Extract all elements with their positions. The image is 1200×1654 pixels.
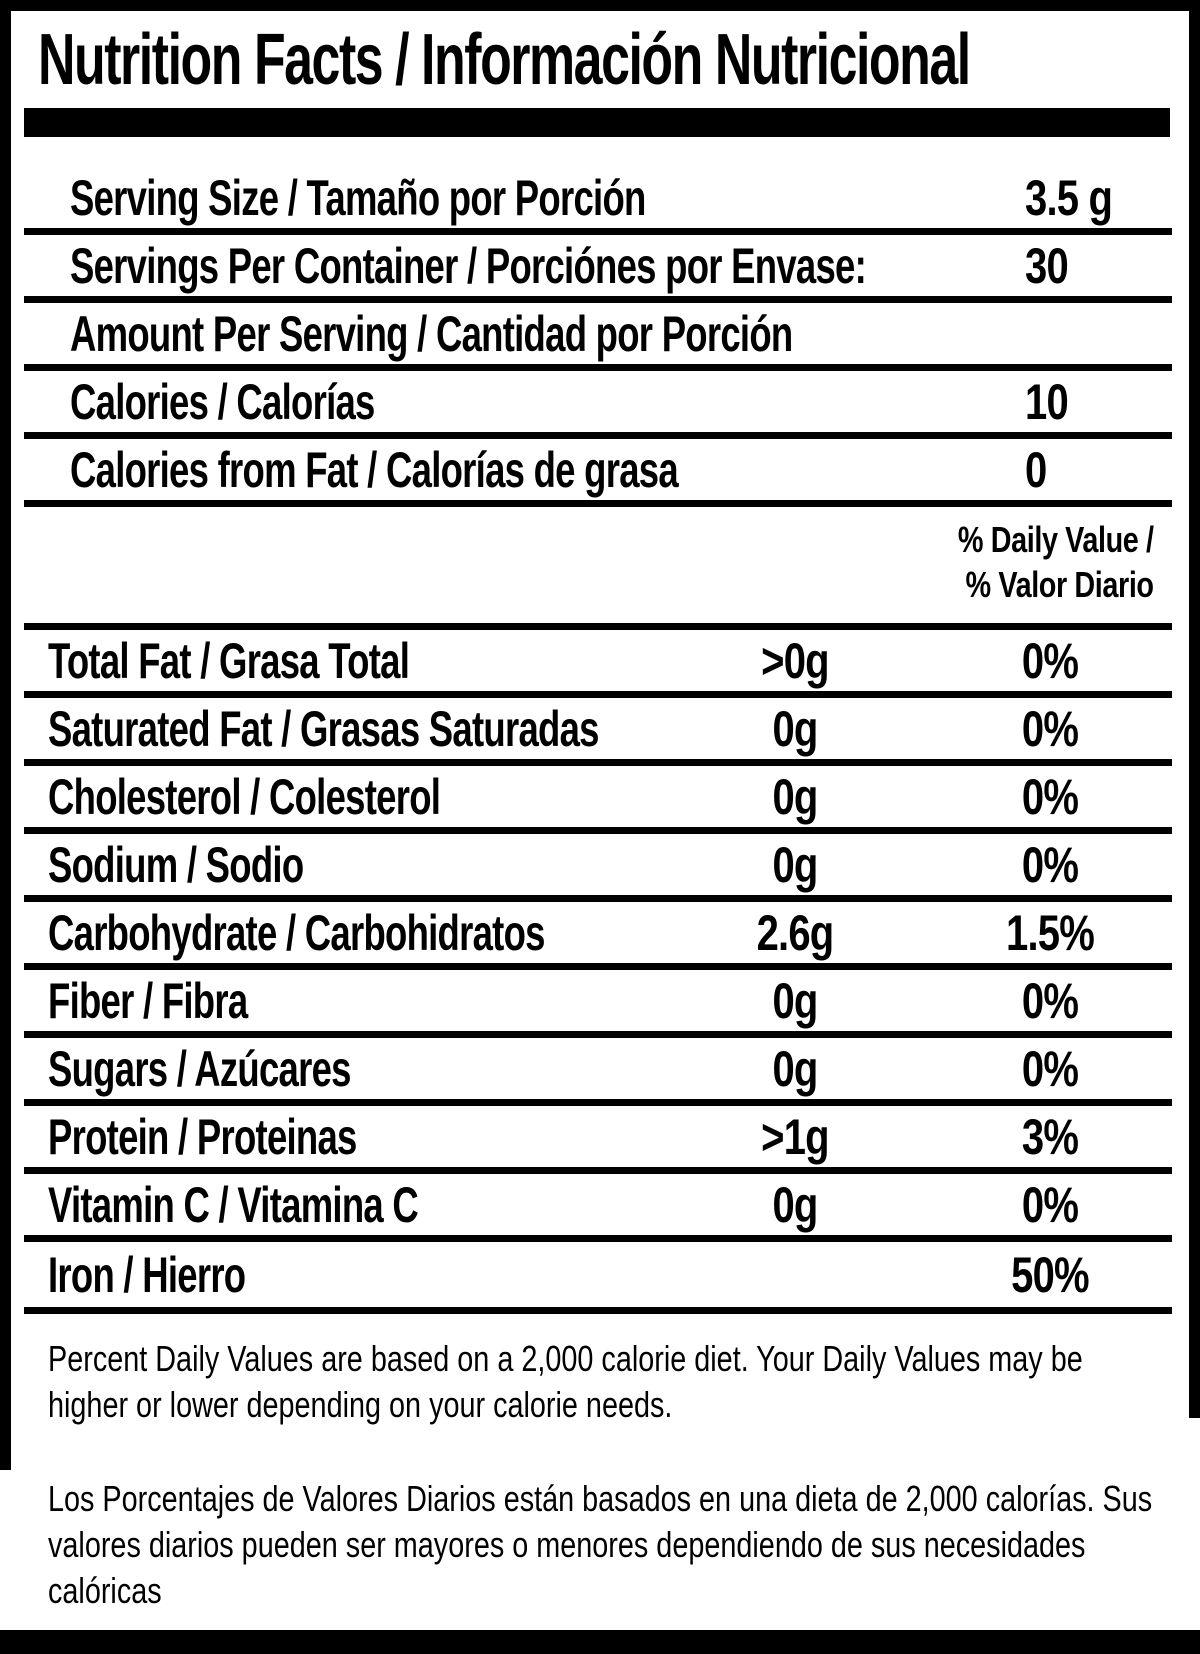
nutrient-amount: 0g <box>772 1176 818 1233</box>
daily-value-line1: % Daily Value / <box>958 519 1154 560</box>
calories-value: 10 <box>1025 373 1068 430</box>
nutrient-label: Cholesterol / Colesterol <box>48 768 441 825</box>
row-calories-from-fat <box>24 439 1172 507</box>
top-spacer <box>24 137 1172 167</box>
row-servings-per-container <box>24 235 1172 303</box>
nutrient-label: Protein / Proteinas <box>48 1108 357 1165</box>
label-title: Nutrition Facts / Información Nutricional <box>38 20 970 100</box>
nutrient-percent: 0% <box>1021 972 1079 1029</box>
calories-from-fat-label: Calories from Fat / Calorías de grasa <box>70 441 678 498</box>
nutrient-label: Carbohydrate / Carbohidratos <box>48 904 545 961</box>
nutrient-label: Iron / Hierro <box>48 1246 246 1303</box>
nutrient-row-total-fat <box>24 630 1172 698</box>
nutrient-amount: 0g <box>772 700 818 757</box>
nutrient-row-sugars <box>24 1038 1172 1106</box>
nutrient-row-protein <box>24 1106 1172 1174</box>
amount-per-serving-label: Amount Per Serving / Cantidad por Porción <box>70 305 793 362</box>
nutrient-amount: >1g <box>761 1108 829 1165</box>
border-right <box>1189 0 1200 1418</box>
nutrient-label: Sugars / Azúcares <box>48 1040 351 1097</box>
servings-per-container-value: 30 <box>1025 237 1068 294</box>
nutrient-percent: 1.5% <box>1006 904 1094 961</box>
nutrient-row-vitamin-c <box>24 1174 1172 1242</box>
nutrient-row-sodium <box>24 834 1172 902</box>
nutrient-amount: 0g <box>772 836 818 893</box>
daily-value-line2: % Valor Diario <box>965 564 1154 605</box>
nutrient-row-fiber <box>24 970 1172 1038</box>
calories-label: Calories / Calorías <box>70 373 375 430</box>
nutrient-amount: >0g <box>761 632 829 689</box>
footnotes <box>48 1336 1160 1614</box>
nutrition-table <box>24 137 1172 1314</box>
footnote-english: Percent Daily Values are based on a 2,000 calorie diet. Your Daily Values may be higher or lower depending on your calorie needs. <box>48 1338 1083 1425</box>
nutrient-percent: 0% <box>1021 700 1079 757</box>
border-left <box>0 0 11 1470</box>
nutrient-percent: 0% <box>1021 768 1079 825</box>
bottom-bar <box>0 1630 1200 1654</box>
nutrient-amount: 0g <box>772 972 818 1029</box>
nutrient-percent: 0% <box>1021 836 1079 893</box>
nutrient-label: Fiber / Fibra <box>48 972 248 1029</box>
servings-per-container-label: Servings Per Container / Porciónes por Envase: <box>70 237 867 294</box>
nutrient-amount: 2.6g <box>756 904 834 961</box>
row-serving-size <box>24 167 1172 235</box>
nutrient-row-cholesterol <box>24 766 1172 834</box>
nutrient-percent: 50% <box>1011 1246 1089 1303</box>
nutrient-label: Saturated Fat / Grasas Saturadas <box>48 700 599 757</box>
nutrient-amount: 0g <box>772 1040 818 1097</box>
nutrient-label: Sodium / Sodio <box>48 836 304 893</box>
nutrient-row-iron <box>24 1242 1172 1314</box>
nutrient-percent: 3% <box>1021 1108 1079 1165</box>
serving-size-label: Serving Size / Tamaño por Porción <box>70 169 646 226</box>
title-divider-bar <box>24 108 1170 137</box>
calories-from-fat-value: 0 <box>1025 441 1047 498</box>
nutrient-label: Total Fat / Grasa Total <box>48 632 410 689</box>
nutrient-row-carbohydrate <box>24 902 1172 970</box>
nutrient-label: Vitamin C / Vitamina C <box>48 1176 419 1233</box>
nutrient-percent: 0% <box>1021 1040 1079 1097</box>
serving-size-value: 3.5 g <box>1025 169 1113 226</box>
row-calories <box>24 371 1172 439</box>
nutrient-percent: 0% <box>1021 632 1079 689</box>
nutrient-row-saturated-fat <box>24 698 1172 766</box>
daily-value-header-text <box>958 517 1154 607</box>
daily-value-header <box>24 507 1172 630</box>
footnote-spanish: Los Porcentajes de Valores Diarios están basados en una dieta de 2,000 calorías. Sus valores diarios pueden ser mayores o menores dependiendo de sus necesidades calóricas <box>48 1478 1153 1611</box>
nutrient-percent: 0% <box>1021 1176 1079 1233</box>
nutrient-amount: 0g <box>772 768 818 825</box>
row-amount-per-serving <box>24 303 1172 371</box>
border-top <box>0 0 1200 11</box>
